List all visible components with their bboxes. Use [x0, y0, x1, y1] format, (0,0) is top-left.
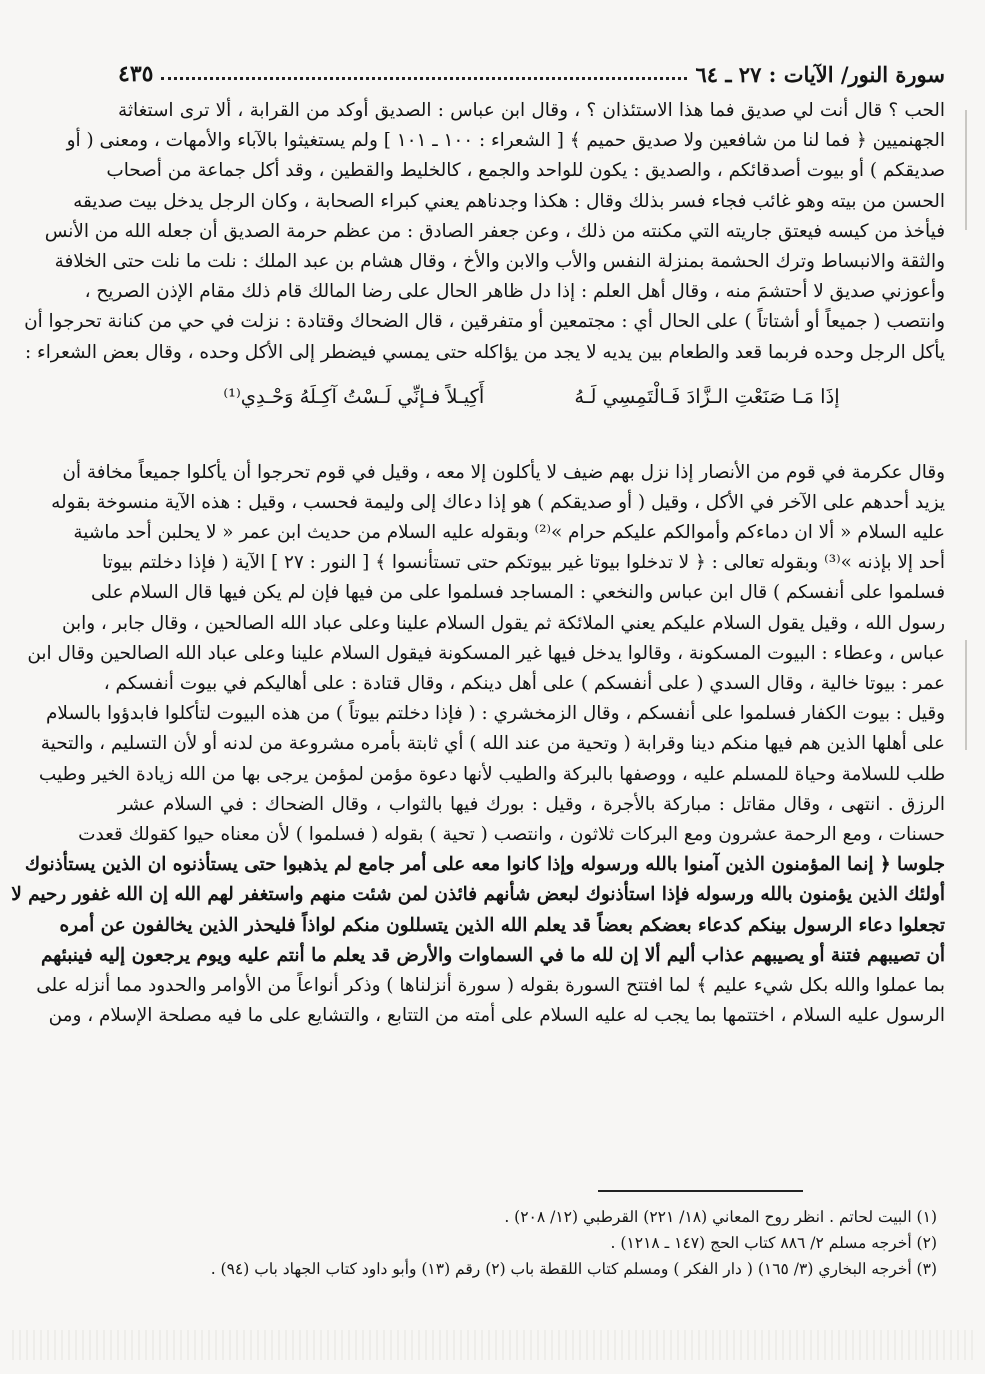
- text-line: والثقة والانبساط وترك الحشمة بمنزلة النفس والأب والابن والأخ ، وقال هشام بن عبد الملك : نلت ما نلت حتى الخلافة: [54, 250, 945, 272]
- footnote-separator: [598, 1190, 803, 1192]
- poetry-verse: [118, 372, 945, 422]
- scan-margin-mark: [965, 110, 967, 230]
- text-line: الرسول عليه السلام ، اختتمها بما يجب له عليه السلام على أمته من التتابع ، والتشايع على ما فيه مصلحة الإسلام ، ومن: [48, 1005, 945, 1027]
- text-line: بما عملوا والله بكل شيء عليم ﴾ لما افتتح السورة بقوله ( سورة أنزلناها ) وذكر أنواعاً من الأوامر والحدود مما أنزله على: [36, 974, 945, 996]
- header-dot-leader: [161, 77, 687, 80]
- footnote-item: (١) البيت لحاتم . انظر روح المعاني (١٨/ ٢٢١) القرطبي (١٢/ ٢٠٨) .: [504, 1208, 937, 1226]
- text-line: يزيد أحدهم على الآخر في الأكل ، وقيل ( أو صديقكم ) هو إذا دعاك إلى وليمة فحسب ، وقيل : هذه الآية منسوخة بقوله: [51, 491, 945, 513]
- text-line: عليه السلام « ألا ان دماءكم وأموالكم عليكم حرام »⁽²⁾ وبقوله عليه السلام من حديث ابن عمر « لا يحلبن أحد ماشية: [73, 522, 945, 544]
- text-line: رسول الله ، وقيل يقول السلام عليكم يعني الملائكة ثم يقول السلام علينا وعلى عباد الله الصالحين ، وقال جابر ، وابن: [61, 612, 945, 634]
- text-line: فسلموا على أنفسكم ) قال ابن عباس والنخعي : المساجد فسلموا على من فيها فإن لم يكن فيها قال السلام على: [91, 582, 945, 604]
- text-line: طلب للسلامة وحياة للمسلم عليه ، ووصفها بالبركة والطيب لأنها دعوة مؤمن لمؤمن يرجى بها من الله زيادة الخير وطيب: [38, 763, 945, 785]
- page-number: ٤٣٥: [118, 61, 154, 87]
- text-line: حسنات ، ومع الرحمة عشرون ومع البركات ثلاثون ، وانتصب ( تحية ) بقوله ( فسلموا ) لأن معناه حيوا كقولك قعدت: [78, 823, 945, 845]
- footnote-item: (٢) أخرجه مسلم ٢/ ٨٨٦ كتاب الحج (١٤٧ ـ ١٢١٨) .: [610, 1234, 937, 1252]
- scan-edge-noise: [12, 1330, 973, 1360]
- text-line: وأعوزني صديق لا أحتشمَ منه ، وقال أهل العلم : إذا دل ظاهر الحال على رضا المالك قام ذلك مقام الإذن الصريح ،: [84, 281, 945, 303]
- text-line: يأكل الرجل وحده فربما قعد والطعام بين يديه لا يجد من يؤاكله حتى يمسي فيضطر إلى الأكل وحده ، وقال بعض الشعراء :: [25, 341, 945, 363]
- text-line: صديقكم ) أو بيوت أصدقائكم ، والصديق : يكون للواحد والجمع ، كالخليط والقطين ، وقد أكل جماعة من أصحاب: [106, 160, 945, 182]
- text-line: على أهلها الذين هم فيها منكم دينا وقرابة ( وتحية من عند الله ) أي ثابتة بأمره مشروعة من لدنه أو لأن التسليم ، والتحية: [40, 733, 945, 755]
- quran-text-line: أن تصيبهم فتنة أو يصيبهم عذاب أليم ألا إن لله ما في السماوات والأرض قد يعلم ما أنتم عليه ويوم يرجعون إليه فينبئهم: [40, 944, 945, 966]
- text-line: وقيل : بيوت الكفار فسلموا على أنفسكم ، وقال الزمخشري : ( فإذا دخلتم بيوتاً ) من هذه البيوت لتأكلوا فابدؤوا بالسلام: [46, 703, 945, 725]
- verse-first-hemistich: إذَا مَـا صَنَعْتِ الـزَّادَ فَـالْتَمِسِي لَـهُ: [574, 385, 840, 409]
- scan-margin-mark: [965, 640, 967, 750]
- running-header: [118, 58, 945, 90]
- quran-text-line: تجعلوا دعاء الرسول بينكم كدعاء بعضكم بعضاً قد يعلم الله الذين يتسللون منكم لواذاً فليحذر الذين يخالفون عن أمره: [59, 914, 945, 936]
- verse-second-hemistich: أَكِيـلاً فـإنِّي لَـسْتُ آكِـلَهُ وَحْـدِي⁽¹⁾: [223, 385, 485, 409]
- text-line: فيأخذ من كيسه فيعتق جاريته التي مكنته من ذلك ، وعن جعفر الصادق : من عظم حرمة الصديق أن جعله الله من الأنس: [44, 220, 945, 242]
- text-line: الجهنميين ﴿ فما لنا من شافعين ولا صديق حميم ﴾ [ الشعراء : ١٠٠ ـ ١٠١ ] ولم يستغيثوا بالآباء والأمهات ، ومعنى ( أو: [66, 130, 945, 152]
- text-line: وقال عكرمة في قوم من الأنصار إذا نزل بهم ضيف لا يأكلون إلا معه ، وقيل في قوم تحرجوا أن يأكلوا جميعاً مخافة أن: [62, 461, 945, 483]
- quran-text-line: جلوسا ﴿ إنما المؤمنون الذين آمنوا بالله ورسوله وإذا كانوا معه على أمر جامع لم يذهبوا حتى يستأذنوه ان الذين يستأذنوك: [24, 854, 945, 876]
- surah-title: سورة النور/ الآيات : ٢٧ ـ ٦٤: [695, 61, 945, 87]
- text-line: عباس ، وعطاء : البيوت المسكونة ، وقالوا يدخل فيها غير المسكونة فيقول السلام علينا وعلى عباد الله الصالحين وقال ابن: [27, 642, 945, 664]
- text-line: الحسن من بيته وهو غائب فجاء فسر بذلك وقال : هكذا وجدناهم يعني كبراء الصحابة ، وكان الرجل يدخل بيت صديقه: [73, 190, 945, 212]
- text-line: عمر : بيوتا خالية ، وقال السدي ( على أنفسكم ) على أهل دينكم ، وقال قتادة : على أهاليكم في بيوت أنفسكم ،: [103, 673, 945, 694]
- text-line: الحب ؟ قال أنت لي صديق فما هذا الاستئذان ؟ ، وقال ابن عباس : الصديق أوكد من القرابة ، ألا ترى استغاثة: [118, 100, 945, 121]
- text-line: الرزق . انتهى ، وقال مقاتل : مباركة بالأجرة ، وقيل : بورك فيها بالثواب ، وقال الضحاك : في السلام عشر: [118, 793, 945, 815]
- text-line: وانتصب ( جميعاً أو أشتاتاً ) على الحال أي : مجتمعين أو متفرقين ، قال الضحاك وقتادة : نزلت في حي من كنانة تحرجوا أن: [24, 311, 945, 333]
- text-line: أحد إلا بإذنه »⁽³⁾ وبقوله تعالى : ﴿ لا تدخلوا بيوتا غير بيوتكم حتى تستأنسوا ﴾ [ النور : ٢٧ ] الآية ( فإذا دخلتم بيوتا: [102, 552, 945, 574]
- footnotes: [118, 1204, 937, 1282]
- paragraph-gap: [118, 432, 945, 458]
- commentary-text: [11, 96, 945, 1031]
- footnote-item: (٣) أخرجه البخاري (٣/ ١٦٥) ( دار الفكر ) ومسلم كتاب اللقطة باب (٢) رقم (١٣) وأبو داود كتاب الجهاد باب (٩٤) .: [210, 1260, 937, 1278]
- quran-text-line: أولئك الذين يؤمنون بالله ورسوله فإذا استأذنوك لبعض شأنهم فائذن لمن شئت منهم واستغفر لهم الله إن الله غفور رحيم لا: [11, 884, 945, 906]
